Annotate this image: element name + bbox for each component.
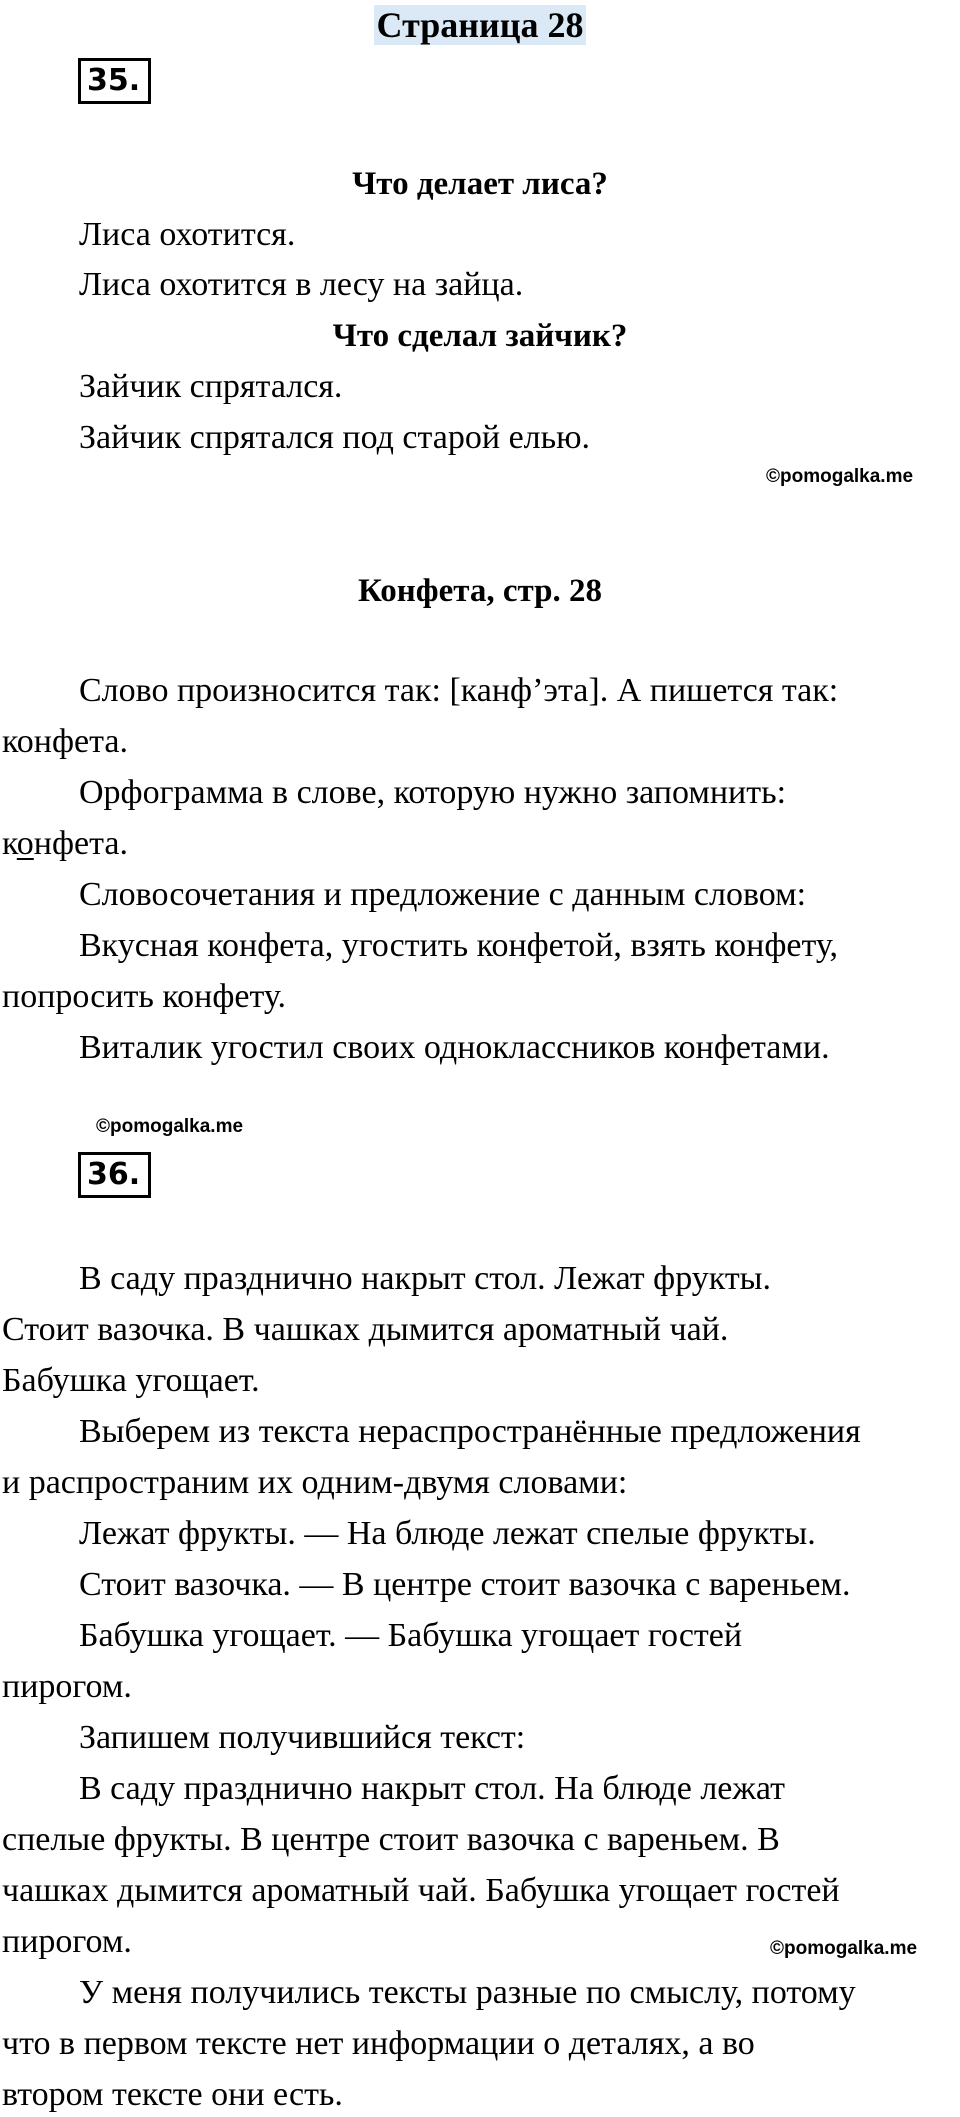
- exercise-35-number-dot: .: [128, 63, 141, 98]
- exercise-35-number: [78, 58, 151, 104]
- word-line-6: Вкусная конфета, угостить конфетой, взять конфету,: [79, 927, 838, 964]
- ex36-line: Стоит вазочка. В чашках дымится ароматный чай.: [2, 1311, 729, 1348]
- ex36-line: Бабушка угощает. — Бабушка угощает гостей: [79, 1617, 743, 1654]
- ex36-line: и распространим их одним-двумя словами:: [2, 1464, 628, 1501]
- word-line-4: [2, 823, 128, 865]
- ex36-line: Запишем получившийся текст:: [79, 1719, 526, 1756]
- watermark-3: ©pomogalka.me: [770, 1938, 918, 1959]
- watermark-2: ©pomogalka.me: [96, 1116, 244, 1137]
- question-fox: Что делает лиса?: [352, 166, 608, 202]
- word-line-4-pre: к: [2, 825, 17, 862]
- answer-fox-2: Лиса охотится в лесу на зайца.: [79, 266, 524, 303]
- ex36-line: Лежат фрукты. — На блюде лежат спелые фрукты.: [79, 1515, 816, 1552]
- word-line-5: Словосочетания и предложение с данным словом:: [79, 876, 807, 913]
- word-heading: Конфета, стр. 28: [357, 573, 602, 609]
- answer-fox-1: Лиса охотится.: [79, 216, 296, 253]
- ex36-line: спелые фрукты. В центре стоит вазочка с вареньем. В: [2, 1821, 780, 1858]
- ex36-line: В саду празднично накрыт стол. На блюде лежат: [79, 1770, 785, 1807]
- watermark-1: ©pomogalka.me: [766, 466, 914, 487]
- answer-bunny-1: Зайчик спрятался.: [79, 368, 343, 405]
- word-line-3: Орфограмма в слове, которую нужно запомнить:: [79, 774, 787, 811]
- word-line-8: Виталик угостил своих одноклассников конфетами.: [79, 1029, 830, 1066]
- ex36-line: Стоит вазочка. — В центре стоит вазочка с вареньем.: [79, 1566, 851, 1603]
- page-title: [0, 2, 960, 48]
- ex36-line: Бабушка угощает.: [2, 1362, 260, 1399]
- exercise-35-number-text: 35: [87, 63, 129, 98]
- ex36-line: втором тексте они есть.: [2, 2076, 343, 2113]
- word-line-4-underlined-letter: о: [16, 825, 34, 862]
- ex36-line: что в первом тексте нет информации о деталях, а во: [2, 2025, 755, 2062]
- exercise-36-number-text: 36: [87, 1157, 129, 1192]
- word-line-2: конфета.: [2, 723, 128, 760]
- exercise-36-number: [78, 1152, 151, 1198]
- ex36-line: В саду празднично накрыт стол. Лежат фрукты.: [79, 1260, 772, 1297]
- ex36-line: чашках дымится ароматный чай. Бабушка угощает гостей: [2, 1872, 840, 1909]
- exercise-36-number-dot: .: [128, 1157, 141, 1192]
- ex36-line: Выберем из текста нераспространённые предложения: [79, 1413, 861, 1450]
- ex36-line: пирогом.: [2, 1668, 132, 1705]
- word-line-4-post: нфета.: [33, 825, 128, 862]
- answer-bunny-2: Зайчик спрятался под старой елью.: [79, 419, 591, 456]
- word-line-1: Слово произносится так: [канф’эта]. А пишется так:: [79, 672, 839, 709]
- ex36-line: У меня получились тексты разные по смыслу, потому: [79, 1974, 856, 2011]
- page-title-text: Страница 28: [374, 5, 587, 45]
- question-bunny: Что сделал зайчик?: [332, 318, 628, 354]
- ex36-line: пирогом.: [2, 1923, 132, 1960]
- word-line-7: попросить конфету.: [2, 978, 287, 1015]
